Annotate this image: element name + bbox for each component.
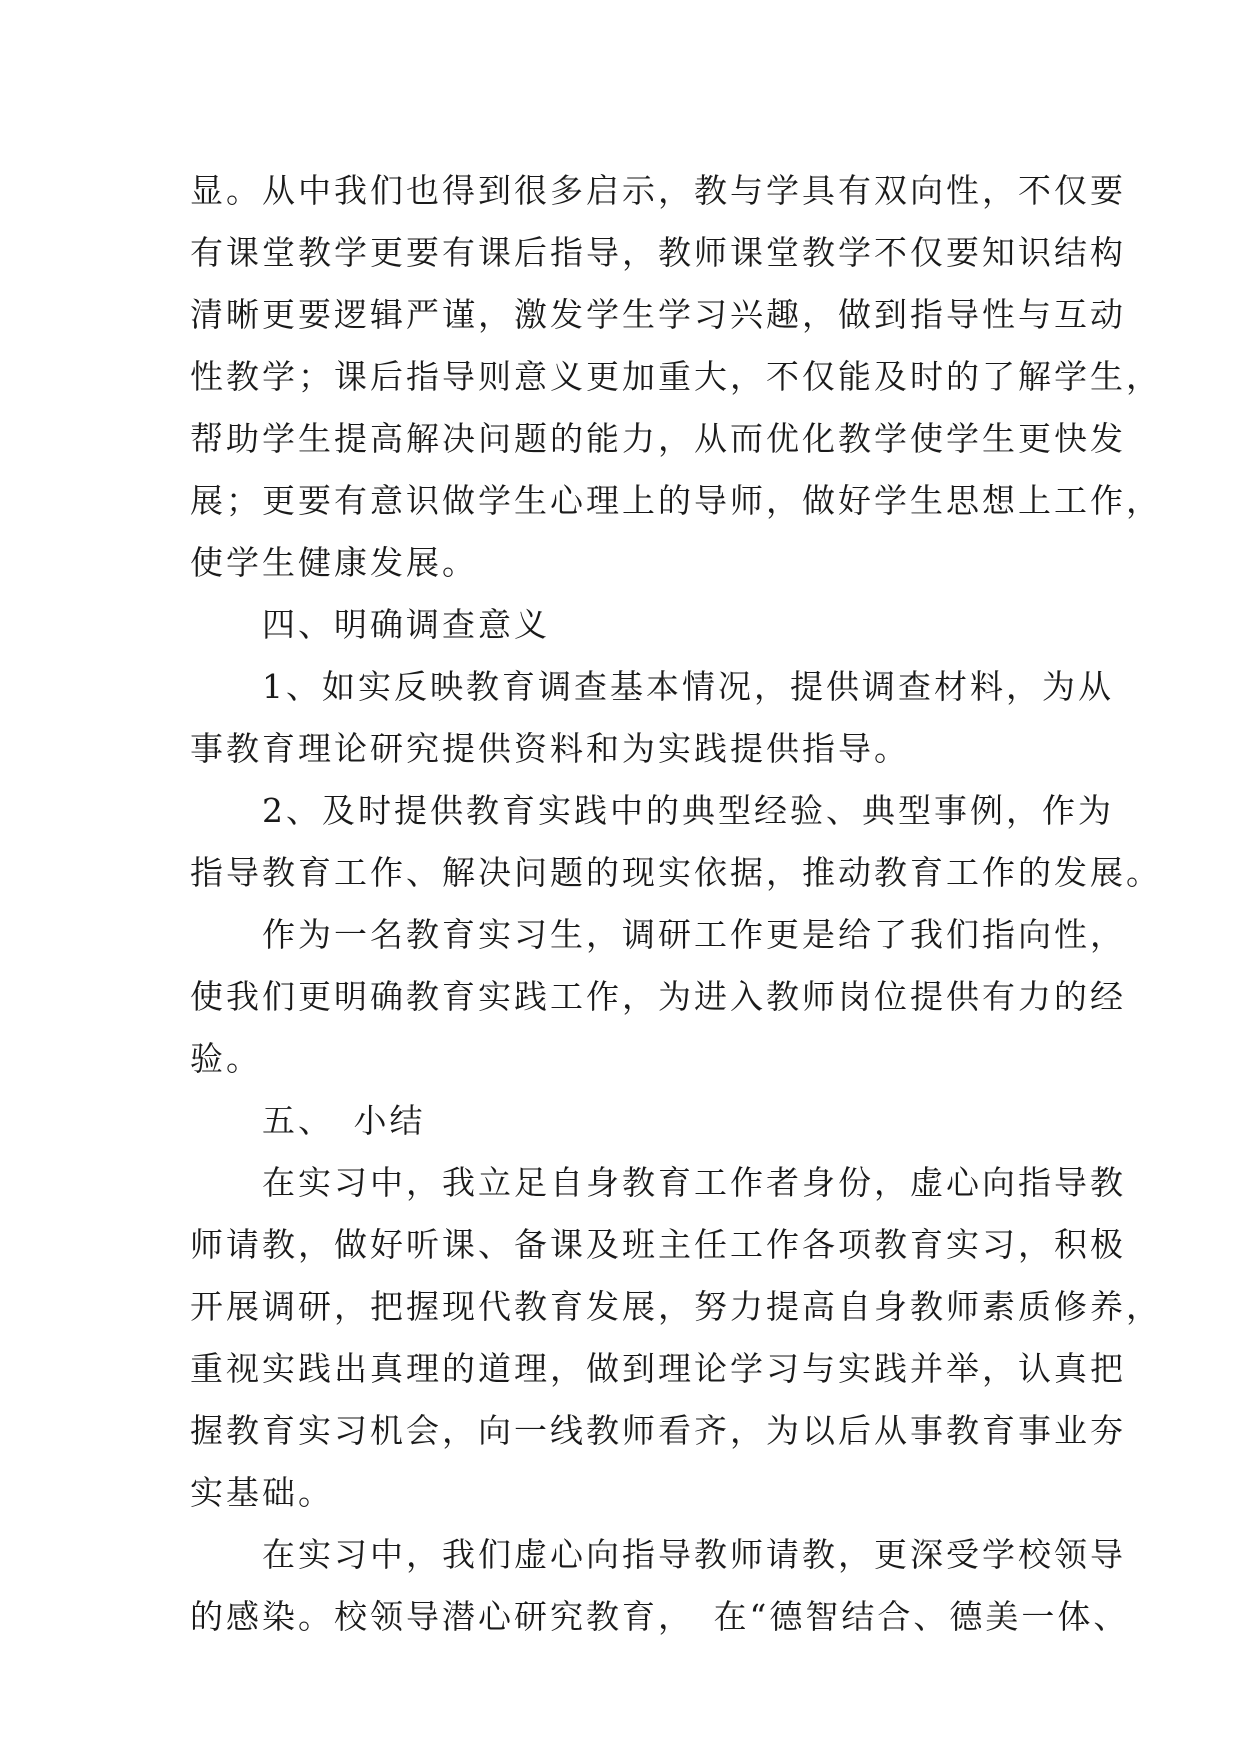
text-line: 有课堂教学更要有课后指导，教师课堂教学不仅要知识结构: [190, 233, 1126, 272]
text-line: 在实习中，我立足自身教育工作者身份，虚心向指导教: [190, 1163, 1126, 1202]
text-line: 2、及时提供教育实践中的典型经验、典型事例，作为: [190, 791, 1114, 830]
text-line: 事教育理论研究提供资料和为实践提供指导。: [190, 729, 910, 768]
text-line: 的感染。校领导潜心研究教育， 在“德智结合、德美一体、: [190, 1597, 1130, 1636]
text-line: 实基础。: [190, 1473, 334, 1512]
text-line: 在实习中，我们虚心向指导教师请教，更深受学校领导: [190, 1535, 1126, 1574]
section-heading: 五、 小结: [190, 1101, 426, 1140]
text-line: 使学生健康发展。: [190, 543, 478, 582]
text-line: 展；更要有意识做学生心理上的导师，做好学生思想上工作，: [190, 481, 1162, 520]
text-line: 师请教，做好听课、备课及班主任工作各项教育实习，积极: [190, 1225, 1126, 1264]
text-line: 帮助学生提高解决问题的能力，从而优化教学使学生更快发: [190, 419, 1126, 458]
text-line: 重视实践出真理的道理，做到理论学习与实践并举，认真把: [190, 1349, 1126, 1388]
text-line: 作为一名教育实习生，调研工作更是给了我们指向性，: [190, 915, 1126, 954]
text-line: 验。: [190, 1039, 262, 1078]
text-line: 使我们更明确教育实践工作，为进入教师岗位提供有力的经: [190, 977, 1126, 1016]
text-line: 指导教育工作、解决问题的现实依据，推动教育工作的发展。: [190, 853, 1162, 892]
text-line: 握教育实习机会，向一线教师看齐，为以后从事教育事业夯: [190, 1411, 1126, 1450]
text-line: 性教学；课后指导则意义更加重大，不仅能及时的了解学生，: [190, 357, 1162, 396]
text-line: 1、如实反映教育调查基本情况，提供调查材料，为从: [190, 667, 1114, 706]
text-line: 清晰更要逻辑严谨，激发学生学习兴趣，做到指导性与互动: [190, 295, 1126, 334]
text-line: 显。从中我们也得到很多启示，教与学具有双向性，不仅要: [190, 171, 1126, 210]
section-heading: 四、明确调查意义: [190, 605, 550, 644]
document-body: [190, 160, 1162, 1648]
text-line: 开展调研，把握现代教育发展，努力提高自身教师素质修养，: [190, 1287, 1162, 1326]
